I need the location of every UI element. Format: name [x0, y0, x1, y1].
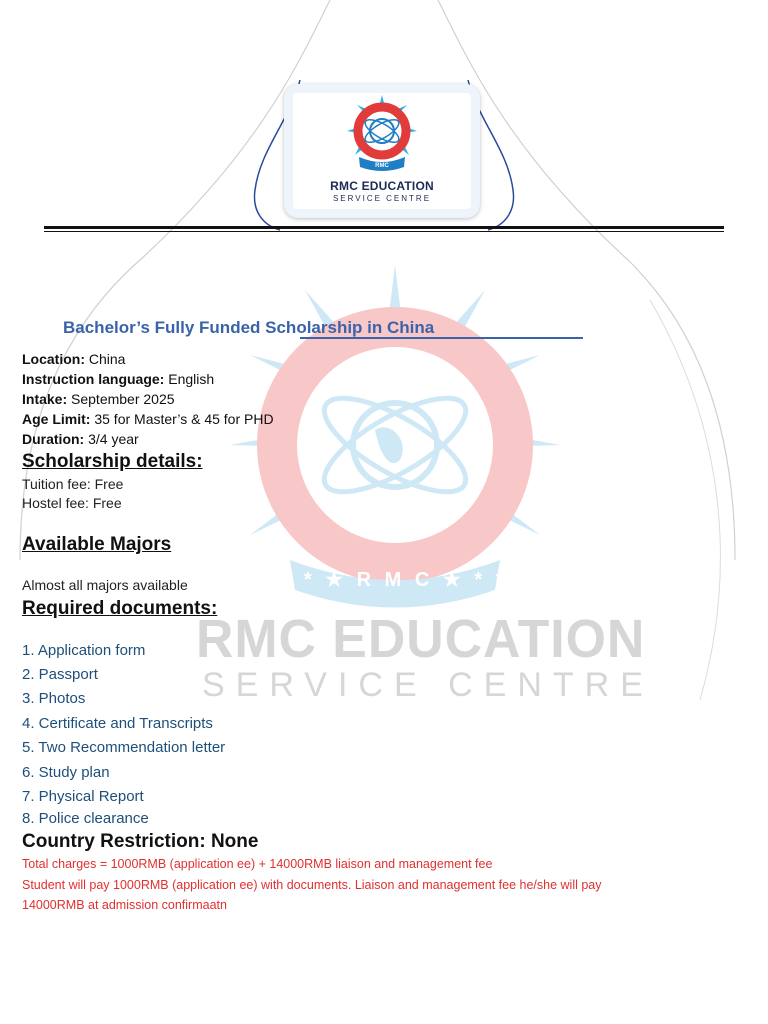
info-label: Age Limit: — [22, 411, 91, 427]
country-restriction: Country Restriction: None — [22, 831, 259, 852]
svg-text:RMC: RMC — [375, 163, 389, 169]
info-label: Intake: — [22, 391, 68, 407]
document-item: 3. Photos — [22, 690, 86, 707]
document-item: 4. Certificate and Transcripts — [22, 715, 213, 732]
majors-text: Almost all majors available — [22, 577, 188, 593]
watermark-subtitle: SERVICE CENTRE — [202, 666, 654, 704]
header-rule-thin — [44, 231, 724, 232]
info-value: China — [85, 351, 126, 367]
page-title — [63, 318, 434, 338]
header-rule — [44, 226, 724, 229]
page-title-part1: Bachelor’s Fully Funded — [63, 318, 266, 337]
info-duration — [22, 431, 139, 447]
info-age-limit — [22, 411, 274, 427]
logo-card — [284, 84, 480, 218]
logo-title: RMC EDUCATION — [330, 179, 434, 193]
rmc-logo-icon — [347, 95, 417, 177]
document-item: 5. Two Recommendation letter — [22, 739, 226, 756]
scholarship-heading: Scholarship details: — [22, 451, 203, 472]
info-value: September 2025 — [67, 391, 175, 407]
page-title-part2: Scholarship in China — [265, 318, 435, 337]
info-intake — [22, 391, 175, 407]
document-item: 2. Passport — [22, 666, 98, 683]
watermark-badge: * * ★ R M C ★ * * — [282, 569, 508, 591]
charges-line: 14000RMB at admission confirmaatn — [22, 898, 227, 912]
info-value: 3/4 year — [84, 431, 139, 447]
charges-line: Student will pay 1000RMB (application ee) with documents. Liaison and management fee he/she will pay — [22, 878, 602, 892]
info-value: English — [164, 371, 215, 387]
logo-subtitle: SERVICE CENTRE — [332, 194, 432, 203]
info-location — [22, 351, 125, 367]
info-label: Duration: — [22, 431, 85, 447]
hostel-fee: Hostel fee: Free — [22, 495, 122, 511]
documents-heading: Required documents: — [22, 598, 218, 619]
document-item: 6. Study plan — [22, 764, 110, 781]
watermark-title: RMC EDUCATION — [196, 609, 646, 669]
watermark-emblem — [230, 265, 560, 608]
document-item: 8. Police clearance — [22, 810, 149, 827]
title-underline — [300, 337, 583, 339]
document-item: 1. Application form — [22, 642, 146, 659]
info-language — [22, 371, 214, 387]
info-label: Location: — [22, 351, 85, 367]
info-value: 35 for Master’s & 45 for PHD — [90, 411, 274, 427]
tuition-fee: Tuition fee: Free — [22, 476, 124, 492]
logo-inner — [293, 93, 471, 209]
majors-heading: Available Majors — [22, 534, 172, 555]
info-label: Instruction language: — [22, 371, 165, 387]
document-item: 7. Physical Report — [22, 788, 144, 805]
charges-line: Total charges = 1000RMB (application ee) + 14000RMB liaison and management fee — [22, 857, 493, 871]
